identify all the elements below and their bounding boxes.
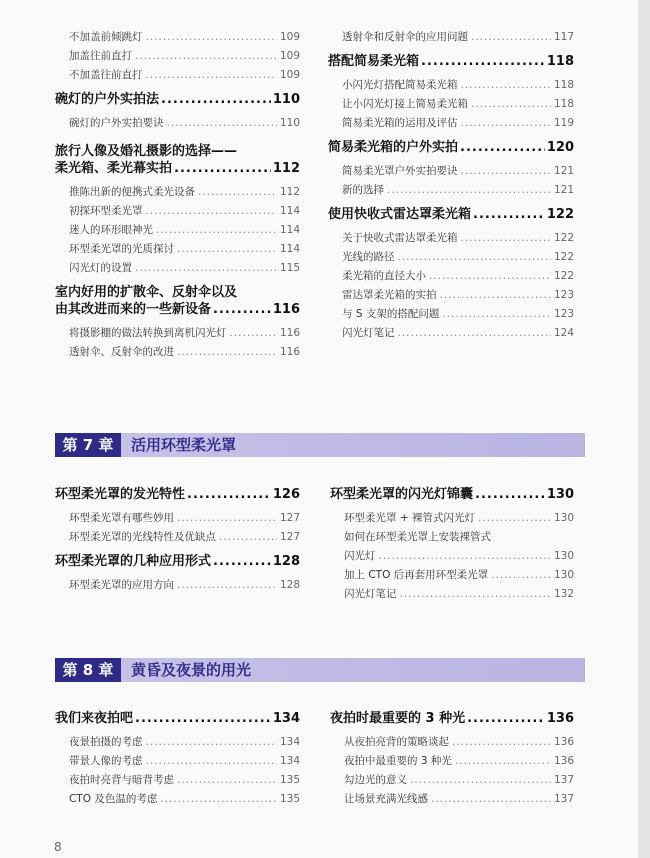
page-number: 8 (54, 840, 62, 854)
toc-column-ch7-left (55, 486, 300, 592)
toc-item[interactable]: 环型柔光罩有哪些妙用 ..... 127 (55, 511, 300, 525)
toc-item[interactable]: 不加盖前倾跳灯 ..... 109 (55, 30, 300, 44)
chapter-8-title[interactable]: 黄昏及夜景的用光 (131, 661, 252, 679)
toc-section-heading[interactable]: 碗灯的户外实拍法 ..... 110 (55, 91, 300, 108)
toc-item[interactable]: 闪光灯笔记 ..... 124 (328, 326, 574, 340)
toc-item-line1[interactable]: 如何在环型柔光罩上安装裸管式 (344, 531, 491, 543)
toc-section-heading[interactable]: 简易柔光箱的户外实拍 ..... 120 (328, 139, 574, 156)
toc-section-heading[interactable]: 我们来夜拍吧 ..... 134 (55, 710, 300, 727)
toc-item[interactable]: 碗灯的户外实拍要诀 ..... 110 (55, 116, 300, 130)
toc-item[interactable]: 从夜拍亮背的策略谈起 ..... 136 (330, 735, 574, 749)
toc-column-ch7-right (330, 486, 574, 601)
toc-item[interactable]: 闪光灯的设置 ..... 115 (55, 261, 300, 275)
page-edge (638, 0, 650, 858)
toc-item[interactable]: CTO 及色温的考虑 ..... 135 (55, 792, 300, 806)
toc-section-heading[interactable]: 搭配简易柔光箱 ..... 118 (328, 53, 574, 70)
toc-item[interactable]: 新的选择 ..... 121 (328, 183, 574, 197)
toc-column-ch8-right (330, 710, 574, 806)
toc-column-ch8-left (55, 710, 300, 806)
toc-item[interactable]: 夜拍中最重要的 3 种光 ..... 136 (330, 754, 574, 768)
toc-item[interactable]: 夜景拍摄的考虑 ..... 134 (55, 735, 300, 749)
toc-item[interactable]: 与 S 支架的搭配问题 ..... 123 (328, 307, 574, 321)
toc-item[interactable]: 小闪光灯搭配简易柔光箱 ..... 118 (328, 78, 574, 92)
toc-section-heading[interactable]: 夜拍时最重要的 3 种光 ..... 136 (330, 710, 574, 727)
toc-section-heading[interactable]: 柔光箱、柔光幕实拍 ..... 112 (55, 160, 300, 177)
toc-section-heading[interactable]: 环型柔光罩的发光特性 ..... 126 (55, 486, 300, 503)
toc-item[interactable]: 雷达罩柔光箱的实拍 ..... 123 (328, 288, 574, 302)
chapter-7-badge: 第 7 章 (55, 433, 121, 457)
toc-item[interactable]: 简易柔光罩户外实拍要诀 ..... 121 (328, 164, 574, 178)
chapter-7-band (55, 433, 585, 457)
toc-column-top-right (328, 30, 574, 340)
toc-item[interactable]: 将摄影棚的做法转换到离机闪光灯 ..... 116 (55, 326, 300, 340)
toc-section-heading-line1[interactable]: 旅行人像及婚礼摄影的选择—— (55, 144, 238, 159)
toc-item[interactable]: 简易柔光箱的运用及评估 ..... 119 (328, 116, 574, 130)
toc-column-top-left (55, 30, 300, 359)
toc-item[interactable]: 闪光灯笔记 ..... 132 (330, 587, 574, 601)
toc-section-heading-line1[interactable]: 室内好用的扩散伞、反射伞以及 (55, 285, 238, 300)
toc-item[interactable]: 夜拍时亮背与暗背考虑 ..... 135 (55, 773, 300, 787)
toc-item[interactable]: 推陈出新的便携式柔光设备 ..... 112 (55, 185, 300, 199)
toc-item[interactable]: 光线的路径 ..... 122 (328, 250, 574, 264)
toc-item[interactable]: 环型柔光罩的光线特性及优缺点 ..... 127 (55, 530, 300, 544)
toc-item[interactable]: 环型柔光罩的应用方向 ..... 128 (55, 578, 300, 592)
toc-item[interactable]: 加盖往前直打 ..... 109 (55, 49, 300, 63)
toc-item[interactable]: 带景人像的考虑 ..... 134 (55, 754, 300, 768)
toc-section-heading[interactable]: 使用快收式雷达罩柔光箱 ..... 122 (328, 206, 574, 223)
toc-section-heading[interactable]: 由其改进而来的一些新设备 ..... 116 (55, 301, 300, 318)
toc-item[interactable]: 迷人的环形眼神光 ..... 114 (55, 223, 300, 237)
chapter-8-badge: 第 8 章 (55, 658, 121, 682)
toc-section-heading[interactable]: 环型柔光罩的几种应用形式 ..... 128 (55, 553, 300, 570)
chapter-7-title[interactable]: 活用环型柔光罩 (131, 436, 237, 454)
chapter-8-band (55, 658, 585, 682)
toc-item[interactable]: 透射伞和反射伞的应用问题 ..... 117 (328, 30, 574, 44)
toc-item[interactable]: 让小闪光灯接上简易柔光箱 ..... 118 (328, 97, 574, 111)
toc-item[interactable]: 关于快收式雷达罩柔光箱 ..... 122 (328, 231, 574, 245)
toc-item[interactable]: 不加盖往前直打 ..... 109 (55, 68, 300, 82)
toc-item[interactable]: 环型柔光罩的光质探讨 ..... 114 (55, 242, 300, 256)
toc-item[interactable]: 加上 CTO 后再套用环型柔光罩 ..... 130 (330, 568, 574, 582)
toc-item[interactable]: 勾边光的意义 ..... 137 (330, 773, 574, 787)
toc-item[interactable]: 柔光箱的直径大小 ..... 122 (328, 269, 574, 283)
toc-item[interactable]: 透射伞、反射伞的改进 ..... 116 (55, 345, 300, 359)
toc-item[interactable]: 闪光灯 ..... 130 (330, 549, 574, 563)
toc-item[interactable]: 环型柔光罩 + 裸管式闪光灯 ..... 130 (330, 511, 574, 525)
toc-section-heading[interactable]: 环型柔光罩的闪光灯锦囊 ..... 130 (330, 486, 574, 503)
toc-item[interactable]: 让场景充满光线感 ..... 137 (330, 792, 574, 806)
toc-item[interactable]: 初探环型柔光罩 ..... 114 (55, 204, 300, 218)
